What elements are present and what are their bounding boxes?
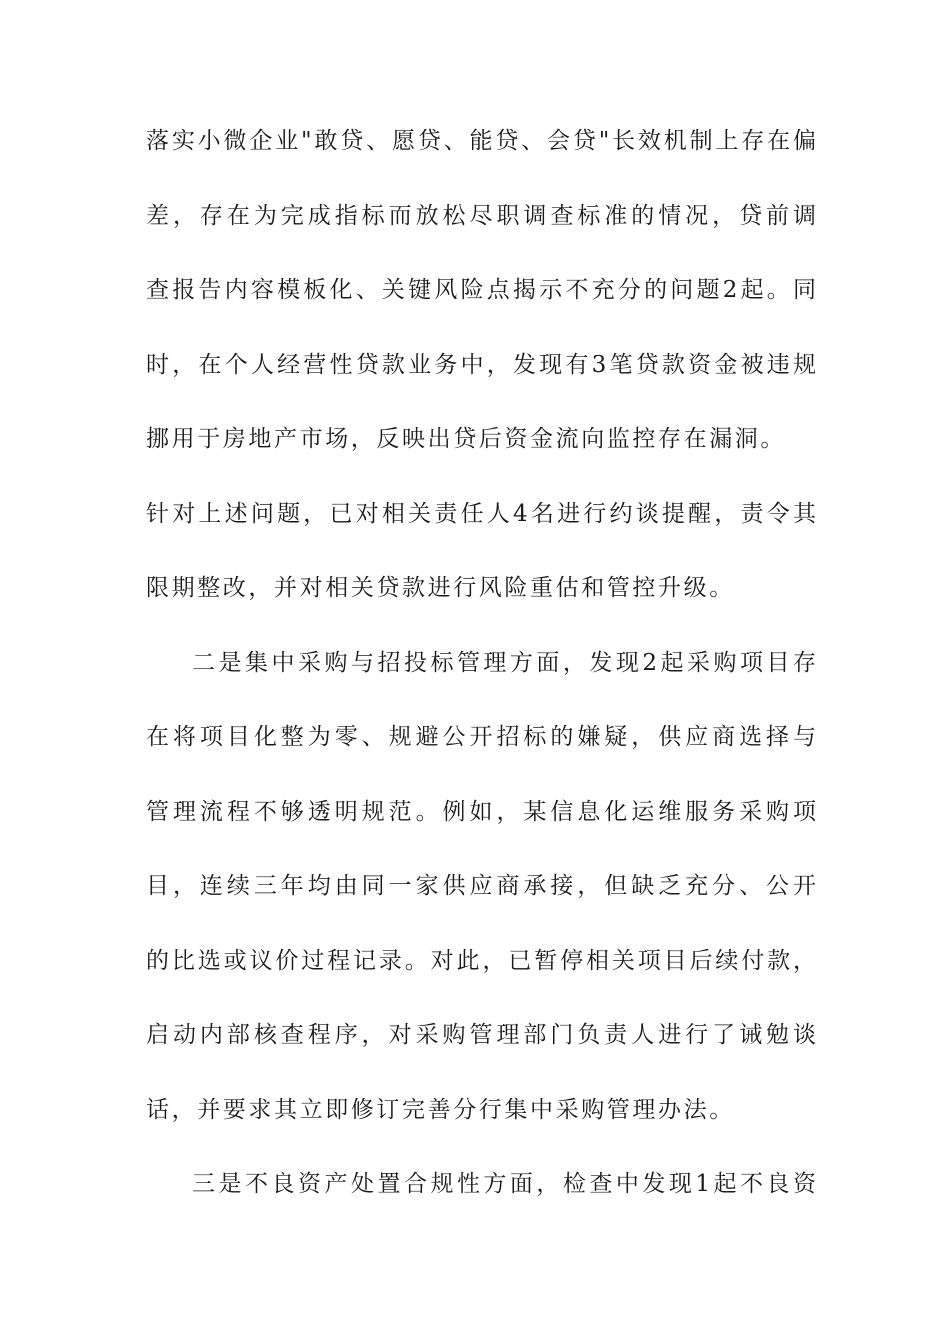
text-line: 针对上述问题，已对相关责任人4名进行约谈提醒，责令其 bbox=[146, 500, 816, 527]
text-line: 启动内部核查程序，对采购管理部门负责人进行了诫勉谈 bbox=[146, 1022, 816, 1048]
text-line: 挪用于房地产市场，反映出贷后资金流向监控存在漏洞。 bbox=[146, 426, 786, 452]
text-line: 目，连续三年均由同一家供应商承接，但缺乏充分、公开 bbox=[146, 873, 816, 899]
text-line: 限期整改，并对相关贷款进行风险重估和管控升级。 bbox=[146, 575, 735, 601]
text-line: 时，在个人经营性贷款业务中，发现有3笔贷款资金被违规 bbox=[146, 351, 816, 378]
text-line: 话，并要求其立即修订完善分行集中采购管理办法。 bbox=[146, 1096, 735, 1123]
text-line: 落实小微企业"敢贷、愿贷、能贷、会贷"长效机制上存在偏 bbox=[146, 128, 816, 154]
document-body bbox=[146, 118, 816, 1236]
text-line: 二是集中采购与招投标管理方面，发现2起采购项目存 bbox=[192, 649, 816, 676]
text-line: 三是不良资产处置合规性方面，检查中发现1起不良资 bbox=[192, 1171, 816, 1197]
text-line: 的比选或议价过程记录。对此，已暂停相关项目后续付款， bbox=[146, 947, 816, 974]
paragraph-nonperforming-assets bbox=[146, 1161, 816, 1236]
text-line: 管理流程不够透明规范。例如，某信息化运维服务采购项 bbox=[146, 798, 816, 825]
paragraph-procurement bbox=[146, 640, 816, 1162]
text-line: 在将项目化整为零、规避公开招标的嫌疑，供应商选择与 bbox=[146, 724, 816, 750]
paragraph-loan-issues bbox=[146, 118, 816, 640]
text-line: 查报告内容模板化、关键风险点揭示不充分的问题2起。同 bbox=[146, 277, 816, 303]
text-line: 差，存在为完成指标而放松尽职调查标准的情况，贷前调 bbox=[146, 202, 816, 229]
